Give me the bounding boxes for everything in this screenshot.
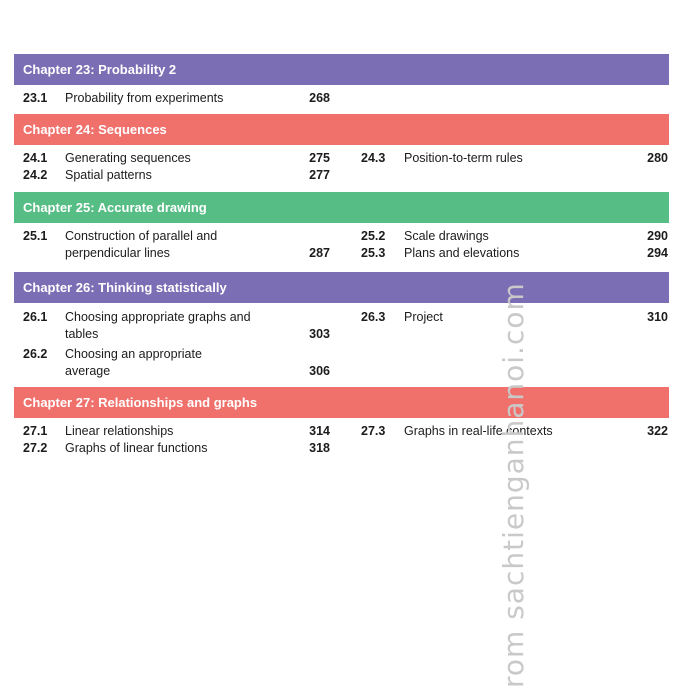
section-title: Plans and elevations [404,246,520,260]
page-number: 303 [309,327,330,341]
section-title: Construction of parallel and [65,229,218,243]
section-title: Project [404,310,443,324]
page-number: 310 [647,310,668,324]
section-title: Generating sequences [65,151,191,165]
chapter-header: Chapter 23: Probability 2 [14,54,669,85]
section-number: 27.3 [361,424,386,438]
section-number: 24.3 [361,151,386,165]
section-number: 25.1 [23,229,48,243]
section-number: 25.2 [361,229,386,243]
section-title: Spatial patterns [65,168,152,182]
section-title: Probability from experiments [65,91,224,105]
page-number: 290 [647,229,668,243]
section-title: Scale drawings [404,229,489,243]
section-title: Position-to-term rules [404,151,523,165]
section-title: Choosing appropriate graphs and [65,310,251,324]
page-number: 287 [309,246,330,260]
page-number: 280 [647,151,668,165]
section-number: 27.1 [23,424,48,438]
section-title: Graphs of linear functions [65,441,208,455]
page-number: 277 [309,168,330,182]
section-title: average [65,364,111,378]
section-number: 27.2 [23,441,48,455]
page-number: 314 [309,424,330,438]
page-number: 318 [309,441,330,455]
page-number: 275 [309,151,330,165]
chapter-header: Chapter 25: Accurate drawing [14,192,669,223]
page-number: 268 [309,91,330,105]
section-number: 24.1 [23,151,48,165]
watermark-text: rom sachtienganhanoi.com [497,282,530,688]
section-title: tables [65,327,99,341]
chapter-header: Chapter 24: Sequences [14,114,669,145]
chapter-header: Chapter 27: Relationships and graphs [14,387,669,418]
section-number: 26.2 [23,347,48,361]
section-title: Choosing an appropriate [65,347,202,361]
chapter-header: Chapter 26: Thinking statistically [14,272,669,303]
page-number: 294 [647,246,668,260]
section-title: perpendicular lines [65,246,170,260]
section-title: Graphs in real-life contexts [404,424,553,438]
section-number: 26.3 [361,310,386,324]
page-number: 306 [309,364,330,378]
section-number: 26.1 [23,310,48,324]
page-number: 322 [647,424,668,438]
section-number: 23.1 [23,91,48,105]
section-number: 25.3 [361,246,386,260]
section-title: Linear relationships [65,424,174,438]
section-number: 24.2 [23,168,48,182]
